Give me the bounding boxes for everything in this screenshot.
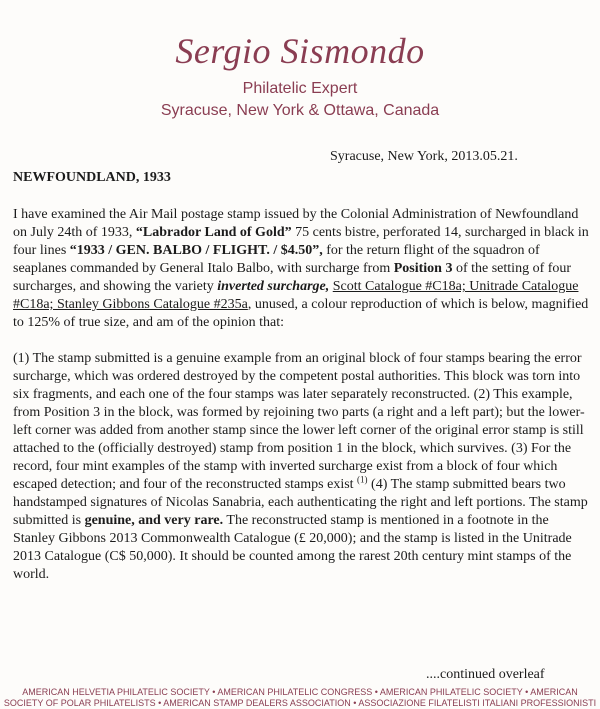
text-run: I have examined the Air Mail postage stamp issued by the Colonial Administration of Newfoundland on July 24th of 1933,: [13, 207, 579, 240]
text-run: , unused, a colour reproduction of which is below, magnified to 125% of true size, and am of the opinion that:: [13, 297, 589, 330]
footer-line: SOCIETY OF POLAR PHILATELISTS • AMERICAN STAMP DEALERS ASSOCIATION • ASSOCIAZIONE FILATELISTI ITALIANI PROFESSIONISTI: [3, 698, 597, 708]
footer-line: AMERICAN HELVETIA PHILATELIC SOCIETY • AMERICAN PHILATELIC CONGRESS • AMERICAN PHILATELIC SOCIETY • AMERICAN: [22, 687, 578, 697]
text-run: The reconstructed stamp is mentioned in a footnote in the Stanley Gibbons 2013 Commonwealth Catalogue (£ 20,000); and the stamp is listed in the Unitrade 2013 Catalogue (C$ 50,000). It should be counted among the rarest 20th century mint stamps of the world.: [13, 513, 572, 582]
stamp-name: “Labrador Land of Gold”: [135, 225, 292, 240]
footer-affiliations: [0, 687, 600, 709]
document-heading: NEWFOUNDLAND, 1933: [13, 170, 171, 185]
examination-paragraph: [13, 206, 591, 332]
expert-name: Sergio Sismondo: [175, 31, 425, 71]
expert-title: Philatelic Expert: [242, 80, 358, 97]
text-run: 75 cents bistre, perforated 14, surcharged in black in four lines: [13, 225, 589, 258]
variety-label: inverted surcharge,: [217, 279, 330, 294]
opinion-paragraph: [13, 350, 591, 584]
text-run: (4) The stamp submitted bears two handstamped signatures of Nicolas Sanabria, each authenticating the right and left portions. The stamp submitted is: [13, 477, 588, 528]
verdict: genuine, and very rare.: [84, 513, 224, 528]
text-run: of the setting of four surcharges, and showing the variety: [13, 261, 572, 294]
text-run: for the return flight of the squadron of seaplanes commanded by General Italo Balbo, with surcharge from: [13, 243, 540, 276]
surcharge-text: “1933 / GEN. BALBO / FLIGHT. / $4.50”,: [69, 243, 323, 258]
position-label: Position 3: [393, 261, 453, 276]
expert-location: Syracuse, New York & Ottawa, Canada: [160, 102, 440, 119]
text-run: (1) The stamp submitted is a genuine example from an original block of four stamps bearing the error surcharge, which was ordered destroyed by the competent postal authorities. This block was torn into six fragments, and each one of the four stamps was later separately reconstructed. (2) This example, from Position 3 in the block, was formed by rejoining two parts (a right and a left part); but the lower-left corner was added from another stamp since the lower left corner of the original error stamp is still attached to the (officially destroyed) stamp from position 1 in the block, which survives. (3) For the record, four mint examples of the stamp with inverted surcharge exist from a block of four which escaped detection; and four of the reconstructed stamps exist: [13, 351, 585, 492]
catalogue-references: Scott Catalogue #C18a; Unitrade Catalogue #C18a; Stanley Gibbons Catalogue #235a: [13, 279, 579, 312]
continued-note: ....continued overleaf: [426, 667, 545, 682]
document-date: Syracuse, New York, 2013.05.21.: [330, 149, 518, 164]
footnote-marker: (1): [357, 474, 368, 485]
letterhead: [0, 0, 600, 130]
